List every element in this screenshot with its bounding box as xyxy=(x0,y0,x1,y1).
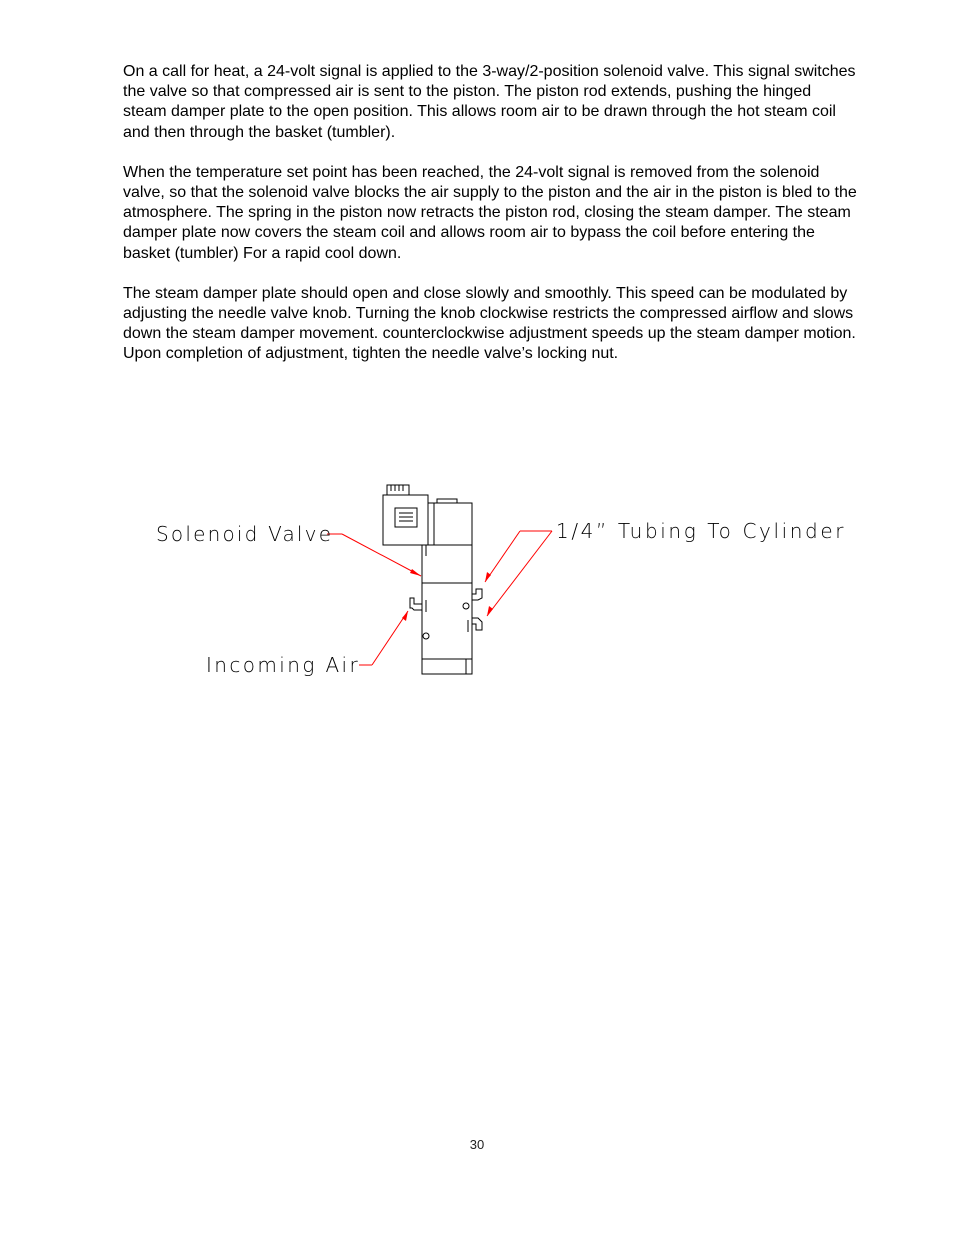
valve-base xyxy=(422,659,472,674)
port-circle-left xyxy=(423,633,429,639)
label-incoming-air: Incoming Air xyxy=(206,653,361,677)
solenoid-coil xyxy=(383,495,428,545)
tubing-fitting-upper xyxy=(472,589,482,600)
armature-housing xyxy=(428,503,472,545)
label-tubing-to-cylinder: 1/4” Tubing To Cylinder xyxy=(556,519,847,543)
coil-label-plate xyxy=(395,508,417,527)
valve-main-body xyxy=(422,583,472,659)
port-circle-right xyxy=(463,603,469,609)
label-solenoid-valve: Solenoid Valve xyxy=(156,522,334,546)
leader-lines xyxy=(327,531,552,665)
paragraph-set-point-reached: When the temperature set point has been reached, the 24-volt signal is removed from the solenoid valve, so that the solenoid valve blocks the air supply to the piston and the air in the piston is bled to the atmosphere. The spring in the piston now retracts the piston rod, closing the steam damper. The steam damper plate now covers the steam coil and allows room air to bypass the coil before entering the basket (tumbler) For a rapid cool down. xyxy=(123,163,857,262)
valve-top-block xyxy=(422,545,472,583)
connector-cap xyxy=(387,485,409,495)
tubing-fitting-lower xyxy=(472,618,482,630)
leader-tubing-lower xyxy=(487,531,552,616)
paragraph-call-for-heat: On a call for heat, a 24-volt signal is applied to the 3-way/2-position solenoid valve. This signal switches the valve so that compressed air is sent to the piston. The piston rod extends, pushing the hinged steam damper plate to the open position. This allows room air to be drawn through the hot steam coil and then through the basket (tumbler). xyxy=(123,63,856,141)
page-number: 30 xyxy=(469,1137,485,1152)
incoming-air-fitting xyxy=(410,598,422,610)
leader-tubing-upper xyxy=(485,531,520,582)
document-body xyxy=(123,62,858,385)
paragraph-damper-speed: The steam damper plate should open and close slowly and smoothly. This speed can be modulated by adjusting the needle valve knob. Turning the knob clockwise restricts the compressed airflow and slows down the steam damper movement. counterclockwise adjustment speeds up the steam damper motion. Upon completion of adjustment, tighten the needle valve’s locking nut. xyxy=(123,284,856,363)
